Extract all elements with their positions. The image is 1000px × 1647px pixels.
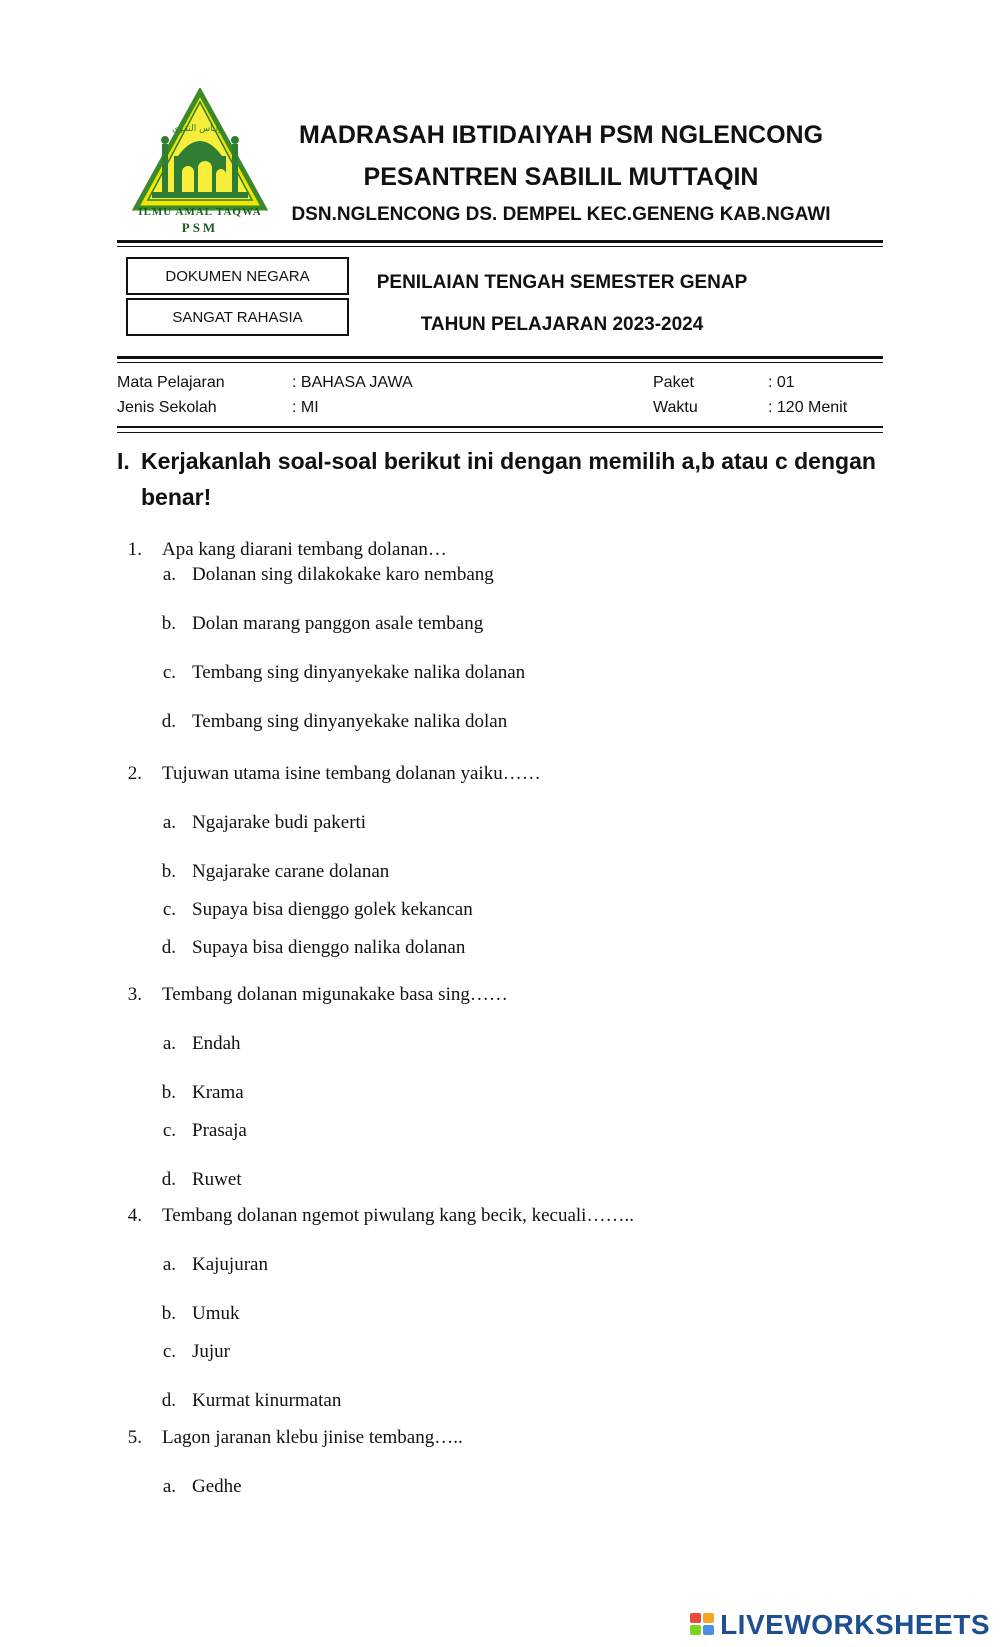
option-letter: b. [161,1082,176,1103]
liveworksheets-watermark [690,1609,990,1641]
question-number: 5. [127,1427,142,1448]
option-text: Dolan marang panggon asale tembang [192,613,484,634]
option-letter: b. [161,613,176,634]
school-logo [132,88,268,236]
option-text: Prasaja [192,1120,247,1141]
question-number: 3. [127,984,142,1005]
option-letter: d. [161,711,176,732]
option-letter: d. [161,1169,176,1190]
doc-box-rahasia: SANGAT RAHASIA [126,298,349,336]
question-number: 4. [127,1205,142,1226]
option-letter: a. [162,1254,176,1275]
school-name: MADRASAH IBTIDAIYAH PSM NGLENCONG [298,121,824,149]
doc-box-negara: DOKUMEN NEGARA [126,257,349,295]
question-text: Tujuwan utama isine tembang dolanan yaiku…… [162,763,541,784]
logo-initials: PSM [181,220,219,235]
question-text: Lagon jaranan klebu jinise tembang….. [162,1427,463,1448]
logo-arabic: ولباس التقوى [172,124,223,134]
option-letter: d. [161,937,176,958]
title-divider-thin [117,362,883,363]
option-letter: b. [161,1303,176,1324]
option-text: Gedhe [192,1476,242,1497]
option-letter: b. [161,861,176,882]
logo-caption: ILMU AMAL TAQWA [138,206,262,218]
option-text: Kurmat kinurmatan [192,1390,342,1411]
package-label: Paket [653,374,694,391]
option-text: Tembang sing dinyanyekake nalika dolan [192,711,508,732]
question-number: 2. [127,763,142,784]
option-text: Ngajarake carane dolanan [192,861,390,882]
school-address: DSN.NGLENCONG DS. DEMPEL KEC.GENENG KAB.NGAWI [291,204,831,225]
time-value: : 120 Menit [768,399,848,416]
time-label: Waktu [653,399,698,416]
watermark-text: LIVEWORKSHEETS [720,1609,990,1640]
exam-title: PENILAIAN TENGAH SEMESTER GENAP [376,272,748,293]
package-value: : 01 [768,374,795,391]
meta-divider [117,426,883,428]
instruction-line-1: Kerjakanlah soal-soal berikut ini dengan memilih a,b atau c dengan [141,448,876,474]
option-letter: c. [162,899,176,920]
option-letter: a. [162,564,176,585]
option-text: Ngajarake budi pakerti [192,812,367,833]
option-text: Jujur [192,1341,230,1362]
instruction-line-2: benar! [141,484,212,510]
option-text: Tembang sing dinyanyekake nalika dolanan [192,662,526,683]
option-text: Endah [192,1033,241,1054]
school-type-label: Jenis Sekolah [117,399,217,416]
exam-year: TAHUN PELAJARAN 2023-2024 [420,314,704,335]
option-letter: c. [162,1120,176,1141]
school-type-value: : MI [292,399,319,416]
subject-value: : BAHASA JAWA [292,374,413,391]
option-text: Dolanan sing dilakokake karo nembang [192,564,494,585]
option-letter: c. [162,662,176,683]
option-text: Krama [192,1082,244,1103]
meta-divider-thin [117,432,883,433]
option-letter: d. [161,1390,176,1411]
header-divider-thin [117,246,883,247]
option-text: Supaya bisa dienggo nalika dolanan [192,937,466,958]
question-text: Tembang dolanan migunakake basa sing…… [162,984,508,1005]
question-number: 1. [127,539,142,560]
option-text: Ruwet [192,1169,242,1190]
liveworksheets-logo-icon [690,1613,716,1637]
option-letter: a. [162,812,176,833]
question-text: Apa kang diarani tembang dolanan… [162,539,447,560]
option-letter: a. [162,1476,176,1497]
pesantren-name: PESANTREN SABILIL MUTTAQIN [363,163,759,191]
option-letter: a. [162,1033,176,1054]
option-text: Kajujuran [192,1254,268,1275]
subject-label: Mata Pelajaran [117,374,225,391]
instruction-number: I. [117,448,130,474]
option-text: Supaya bisa dienggo golek kekancan [192,899,473,920]
title-divider [117,356,883,359]
question-text: Tembang dolanan ngemot piwulang kang becik, kecuali…….. [162,1205,634,1226]
option-text: Umuk [192,1303,240,1324]
option-letter: c. [162,1341,176,1362]
header-divider [117,240,883,243]
